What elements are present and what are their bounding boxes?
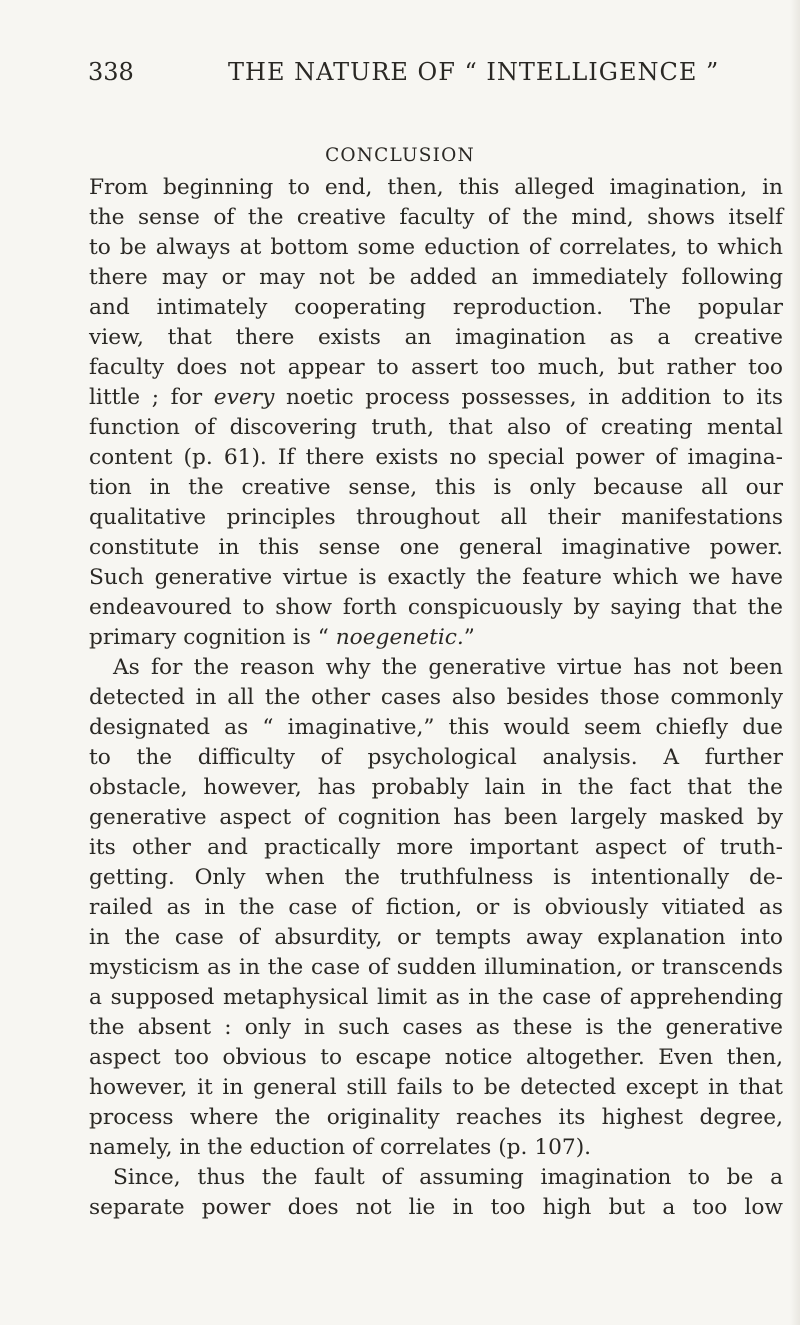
text-line: and intimately cooperating reproduction. The popular <box>89 295 783 320</box>
body-text <box>89 173 783 1223</box>
text-fragment: ” <box>463 625 475 650</box>
text-line: namely, in the eduction of correlates (p. 107). <box>89 1135 592 1160</box>
page-number: 338 <box>88 58 134 86</box>
text-line <box>89 383 783 413</box>
text-line: designated as “ imaginative,” this would seem chiefly due <box>89 715 783 740</box>
text-line: the sense of the creative faculty of the mind, shows itself <box>89 205 783 230</box>
text-line: a supposed metaphysical limit as in the case of apprehending <box>89 985 783 1010</box>
text-line: its other and practically more important aspect of truth- <box>89 835 783 860</box>
text-line: in the case of absurdity, or tempts away explanation into <box>89 925 783 950</box>
page-edge <box>790 0 800 1325</box>
text-line: to the difficulty of psychological analysis. A further <box>89 745 783 770</box>
section-heading: CONCLUSION <box>325 145 475 166</box>
text-line: mysticism as in the case of sudden illumination, or transcends <box>89 955 783 980</box>
text-fragment: little ; for <box>89 385 203 410</box>
text-line: function of discovering truth, that also of creating mental <box>89 415 783 440</box>
text-line: detected in all the other cases also besides those commonly <box>89 685 783 710</box>
running-title: THE NATURE OF “ INTELLIGENCE ” <box>228 58 720 86</box>
text-line: however, it in general still fails to be detected except in that <box>89 1075 783 1100</box>
text-fragment: noetic process possesses, in addition to its <box>286 385 784 410</box>
text-line: the absent : only in such cases as these is the generative <box>89 1015 783 1040</box>
text-line: getting. Only when the truthfulness is intentionally de- <box>89 865 783 890</box>
emphasis-every: every <box>213 385 275 410</box>
text-line: railed as in the case of fiction, or is obviously vitiated as <box>89 895 783 920</box>
text-line: As for the reason why the generative virtue has not been <box>113 655 783 680</box>
text-line <box>89 623 783 653</box>
text-line: Such generative virtue is exactly the feature which we have <box>89 565 783 590</box>
text-line: constitute in this sense one general imaginative power. <box>89 535 783 560</box>
text-line: endeavoured to show forth conspicuously by saying that the <box>89 595 783 620</box>
text-line: generative aspect of cognition has been largely masked by <box>89 805 783 830</box>
text-line: faculty does not appear to assert too much, but rather too <box>89 355 783 380</box>
text-fragment: primary cognition is “ <box>89 625 329 650</box>
text-line: obstacle, however, has probably lain in the fact that the <box>89 775 783 800</box>
text-line: aspect too obvious to escape notice altogether. Even then, <box>89 1045 783 1070</box>
text-line: view, that there exists an imagination as a creative <box>89 325 783 350</box>
text-line: qualitative principles throughout all their manifestations <box>89 505 783 530</box>
text-line: Since, thus the fault of assuming imagination to be a <box>113 1165 783 1190</box>
text-line: From beginning to end, then, this alleged imagination, in <box>89 175 783 200</box>
text-line: content (p. 61). If there exists no special power of imagina- <box>89 445 783 470</box>
text-line: to be always at bottom some eduction of correlates, to which <box>89 235 783 260</box>
text-line: separate power does not lie in too high but a too low <box>89 1195 783 1220</box>
text-line: tion in the creative sense, this is only because all our <box>89 475 783 500</box>
text-line: process where the originality reaches its highest degree, <box>89 1105 783 1130</box>
text-line: there may or may not be added an immediately following <box>89 265 783 290</box>
running-head <box>88 58 778 98</box>
emphasis-noegenetic: noegenetic. <box>335 625 464 650</box>
